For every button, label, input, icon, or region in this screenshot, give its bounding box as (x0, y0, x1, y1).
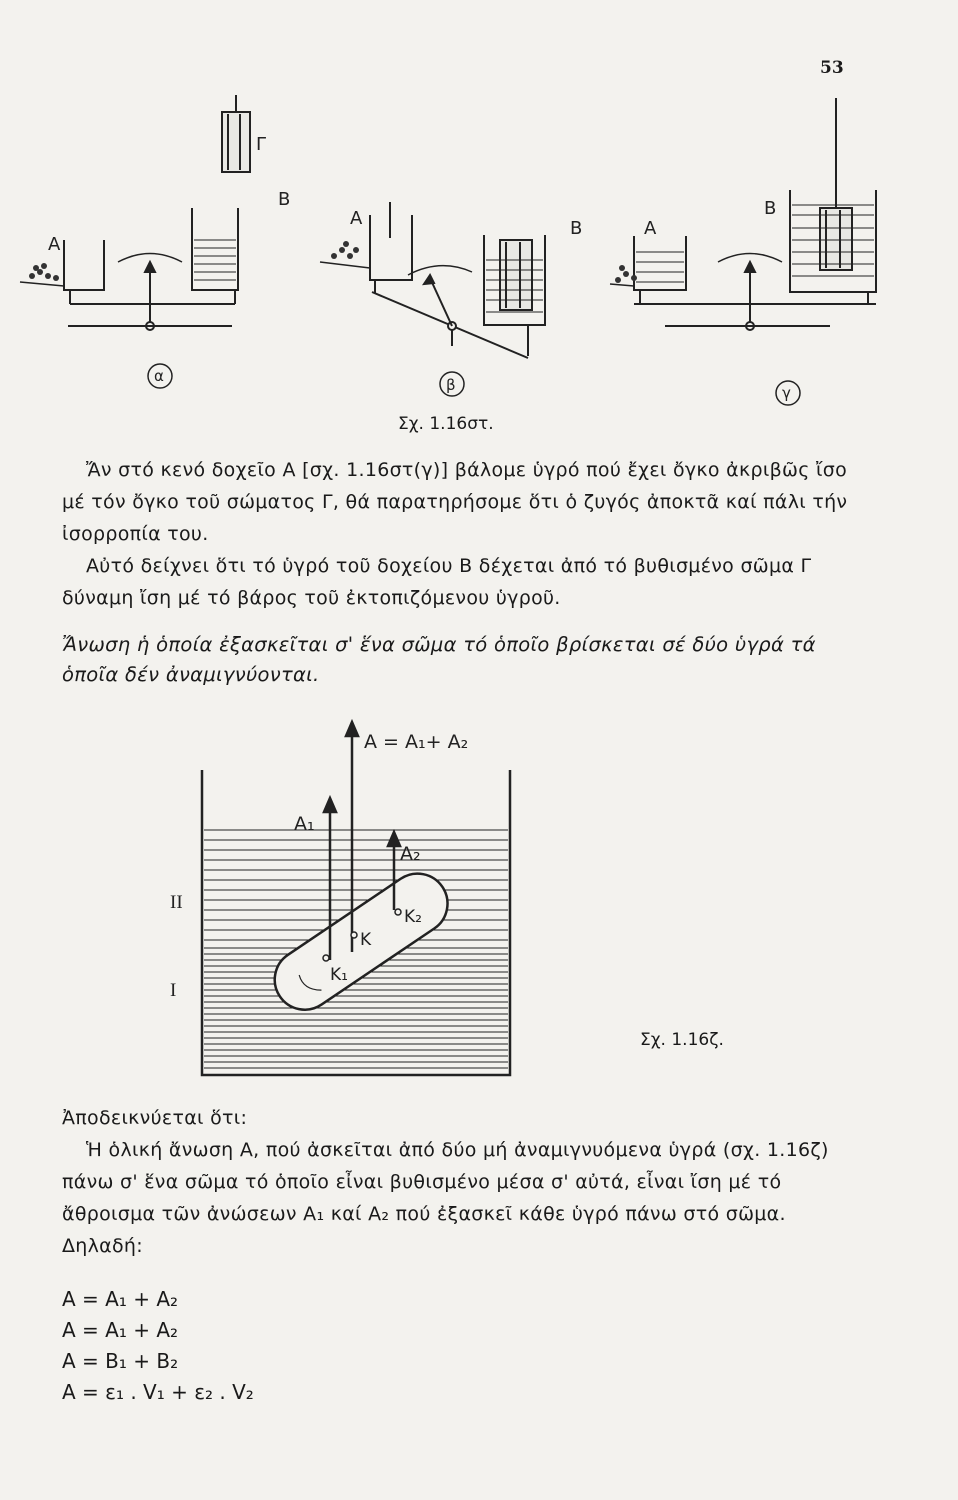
equation-4: A = ε₁ . V₁ + ε₂ . V₂ (62, 1380, 254, 1404)
page-number: 53 (820, 58, 844, 78)
equation-3: A = B₁ + B₂ (62, 1349, 179, 1373)
proof-intro: Ἀποδεικνύεται ὅτι: (62, 1107, 248, 1129)
label-K1: K₁ (330, 965, 348, 985)
label-K: K (360, 930, 372, 950)
label-A-mid: Α (350, 208, 363, 229)
label-liquid-II: II (170, 892, 183, 913)
label-B-left: Β (278, 189, 291, 210)
text-block-1 (62, 454, 852, 614)
paragraph-2: Αὐτό δείχνει ὅτι τό ὑγρό τοῦ δοχείου Β δέχεται ἀπό τό βυθισμένο σῶμα Γ δύναμη ἴση μέ τό βάρος τοῦ ἐκτοπιζόμενου ὑγροῦ. (62, 555, 812, 609)
figure-two-liquids (0, 690, 958, 1090)
label-K2: K₂ (404, 907, 422, 927)
sub-label-beta: β (446, 376, 456, 394)
sub-label-alpha: α (154, 367, 164, 385)
label-A-left: Α (48, 234, 61, 255)
sub-label-gamma: γ (782, 384, 791, 402)
text-block-2 (62, 1102, 852, 1262)
label-A2: A₂ (400, 843, 421, 865)
label-B-right: Β (764, 198, 777, 219)
label-A1: A₁ (294, 813, 315, 835)
setup-gamma (610, 98, 876, 330)
paragraph-1: Ἄν στό κενό δοχεῖο Α [σχ. 1.16στ(γ)] βάλομε ὑγρό πού ἔχει ὄγκο ἀκριβῶς ἴσο μέ τόν ὄγκο τοῦ σώματος Γ, θά παρατηρήσομε ὅτι ὁ ζυγός ἀποκτᾶ καί πάλι τήν ἰσορροπία του. (62, 459, 848, 545)
equations-block (62, 1284, 254, 1408)
label-B-mid: Β (570, 218, 583, 239)
paragraph-3: Ἡ ὁλική ἄνωση Α, πού ἀσκεῖται ἀπό δύο μή ἀναμιγνυόμενα ὑγρά (σχ. 1.16ζ) πάνω σ' ἕνα σῶμα τό ὁποῖο εἶναι βυθισμένο μέσα σ' αὐτά, εἶναι ἴση μέ τό ἄθροισμα τῶν ἀνώσεων Α₁ καί Α₂ πού ἐξασκεῖ κάθε ὑγρό πάνω στό σῶμα. Δηλαδή: (62, 1139, 829, 1257)
setup-alpha (20, 95, 250, 330)
figure-caption-top: Σχ. 1.16στ. (398, 414, 494, 434)
label-gamma: Γ (256, 134, 267, 155)
label-total-buoyancy: A = A₁+ A₂ (364, 731, 469, 753)
equation-1: A = A₁ + A₂ (62, 1287, 179, 1311)
label-liquid-I: I (170, 980, 177, 1001)
figure-balance-experiments (0, 0, 958, 440)
label-A-right: Α (644, 218, 657, 239)
equation-2: A = A₁ + A₂ (62, 1318, 179, 1342)
section-heading: Ἄνωση ἡ ὁποία ἐξασκεῖται σ' ἕνα σῶμα τό ὁποῖο βρίσκεται σέ δύο ὑγρά τά ὁποῖα δέν ἀναμιγνύονται. (62, 633, 816, 686)
figure-caption-bottom: Σχ. 1.16ζ. (640, 1030, 724, 1050)
